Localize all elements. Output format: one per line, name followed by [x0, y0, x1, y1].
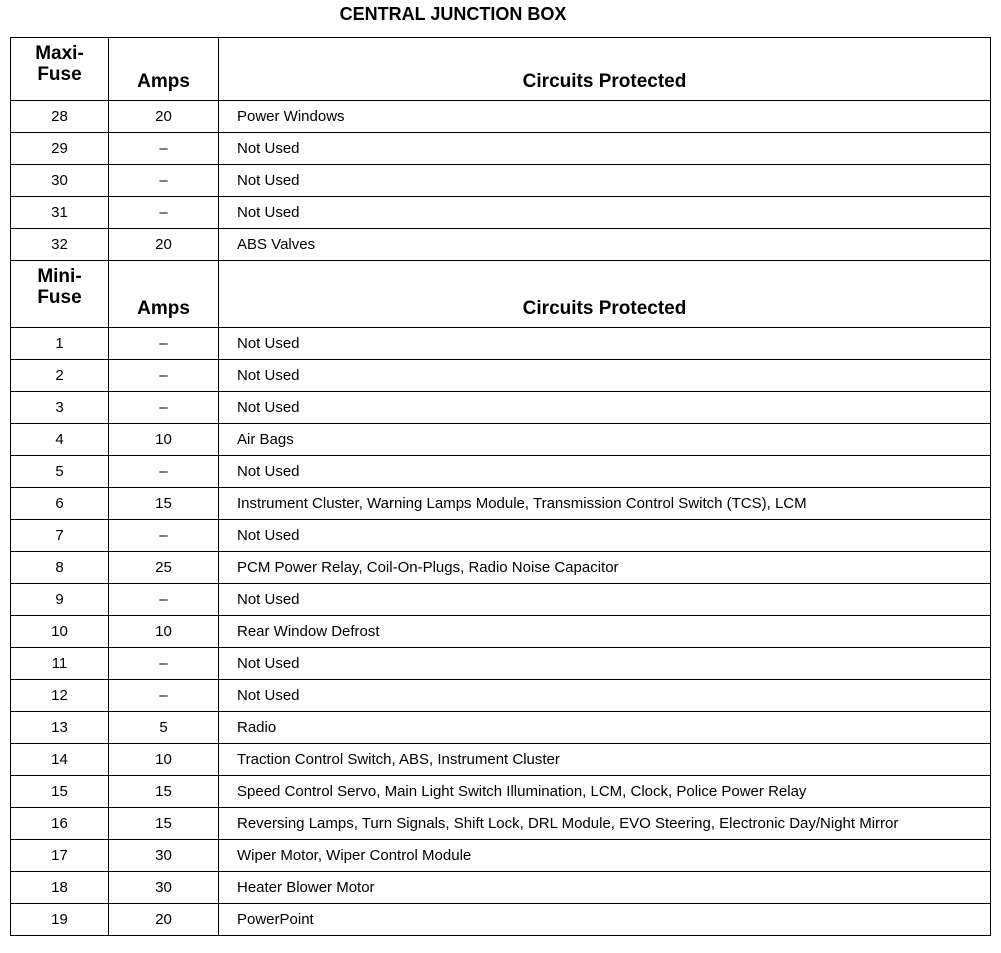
maxi-fuse-row: [11, 229, 991, 261]
maxi-fuse-number: 32: [11, 229, 109, 261]
mini-fuse-number: 5: [11, 456, 109, 488]
mini-fuse-number: 16: [11, 808, 109, 840]
maxi-fuse-column-header: [11, 38, 109, 101]
mini-fuse-number: 4: [11, 424, 109, 456]
mini-fuse-number: 18: [11, 872, 109, 904]
mini-fuse-row: [11, 872, 991, 904]
mini-fuse-row: [11, 776, 991, 808]
page-title: CENTRAL JUNCTION BOX: [339, 4, 567, 24]
maxi-amps-column-header: Amps: [109, 38, 219, 101]
mini-fuse-row: [11, 808, 991, 840]
mini-fuse-row: [11, 552, 991, 584]
maxi-fuse-circuits: Power Windows: [219, 101, 991, 133]
maxi-fuse-circuits: ABS Valves: [219, 229, 991, 261]
mini-fuse-circuits: Air Bags: [219, 424, 991, 456]
mini-fuse-circuits: Rear Window Defrost: [219, 616, 991, 648]
mini-fuse-amps: 5: [109, 712, 219, 744]
maxi-fuse-number: 31: [11, 197, 109, 229]
mini-fuse-row: [11, 680, 991, 712]
maxi-fuse-amps: 20: [109, 229, 219, 261]
fuse-table-body: [11, 38, 991, 936]
mini-fuse-circuits: Not Used: [219, 392, 991, 424]
mini-fuse-row: [11, 840, 991, 872]
mini-fuse-row: [11, 904, 991, 936]
maxi-fuse-header-line2: Fuse: [37, 64, 82, 85]
mini-fuse-amps: 20: [109, 904, 219, 936]
mini-fuse-header-row: [11, 261, 991, 328]
maxi-fuse-number: 30: [11, 165, 109, 197]
mini-fuse-circuits: Instrument Cluster, Warning Lamps Module, Transmission Control Switch (TCS), LCM: [219, 488, 991, 520]
maxi-fuse-row: [11, 165, 991, 197]
mini-fuse-row: [11, 520, 991, 552]
mini-fuse-amps: –: [109, 648, 219, 680]
mini-fuse-header-line2: Fuse: [37, 287, 82, 308]
mini-fuse-number: 2: [11, 360, 109, 392]
maxi-fuse-circuits: Not Used: [219, 133, 991, 165]
mini-fuse-row: [11, 456, 991, 488]
maxi-fuse-amps: 20: [109, 101, 219, 133]
mini-fuse-row: [11, 712, 991, 744]
mini-fuse-number: 8: [11, 552, 109, 584]
maxi-fuse-row: [11, 101, 991, 133]
mini-fuse-number: 17: [11, 840, 109, 872]
mini-fuse-number: 6: [11, 488, 109, 520]
mini-fuse-amps: –: [109, 456, 219, 488]
mini-fuse-circuits: Not Used: [219, 648, 991, 680]
mini-fuse-circuits: Radio: [219, 712, 991, 744]
mini-fuse-amps: 25: [109, 552, 219, 584]
mini-fuse-circuits: Reversing Lamps, Turn Signals, Shift Lock, DRL Module, EVO Steering, Electronic Day/Night Mirror: [219, 808, 991, 840]
mini-fuse-row: [11, 648, 991, 680]
mini-fuse-amps: 10: [109, 424, 219, 456]
maxi-circuits-column-header: Circuits Protected: [219, 38, 991, 101]
maxi-fuse-amps: –: [109, 133, 219, 165]
maxi-fuse-number: 28: [11, 101, 109, 133]
maxi-fuse-circuits: Not Used: [219, 197, 991, 229]
mini-fuse-number: 19: [11, 904, 109, 936]
maxi-fuse-circuits: Not Used: [219, 165, 991, 197]
maxi-fuse-number: 29: [11, 133, 109, 165]
mini-fuse-number: 14: [11, 744, 109, 776]
mini-fuse-amps: 15: [109, 808, 219, 840]
mini-fuse-circuits: Heater Blower Motor: [219, 872, 991, 904]
mini-fuse-number: 1: [11, 328, 109, 360]
mini-fuse-amps: 30: [109, 872, 219, 904]
maxi-fuse-row: [11, 197, 991, 229]
mini-fuse-row: [11, 424, 991, 456]
mini-fuse-number: 10: [11, 616, 109, 648]
maxi-fuse-row: [11, 133, 991, 165]
maxi-fuse-amps: –: [109, 165, 219, 197]
mini-fuse-row: [11, 744, 991, 776]
mini-fuse-amps: 15: [109, 488, 219, 520]
fuse-table: [10, 37, 991, 936]
mini-fuse-number: 15: [11, 776, 109, 808]
mini-circuits-column-header: Circuits Protected: [219, 261, 991, 328]
mini-fuse-circuits: Wiper Motor, Wiper Control Module: [219, 840, 991, 872]
mini-fuse-row: [11, 584, 991, 616]
mini-fuse-circuits: Not Used: [219, 360, 991, 392]
mini-fuse-number: 11: [11, 648, 109, 680]
mini-fuse-row: [11, 360, 991, 392]
mini-fuse-circuits: Not Used: [219, 680, 991, 712]
mini-fuse-circuits: Not Used: [219, 520, 991, 552]
mini-fuse-amps: –: [109, 680, 219, 712]
mini-fuse-circuits: Not Used: [219, 456, 991, 488]
mini-fuse-row: [11, 616, 991, 648]
mini-fuse-amps: 10: [109, 744, 219, 776]
maxi-fuse-header-line1: Maxi-: [35, 43, 84, 64]
mini-amps-column-header: Amps: [109, 261, 219, 328]
mini-fuse-amps: –: [109, 584, 219, 616]
mini-fuse-number: 7: [11, 520, 109, 552]
mini-fuse-row: [11, 488, 991, 520]
mini-fuse-amps: –: [109, 520, 219, 552]
mini-fuse-amps: 30: [109, 840, 219, 872]
mini-fuse-number: 13: [11, 712, 109, 744]
mini-fuse-row: [11, 328, 991, 360]
mini-fuse-column-header: [11, 261, 109, 328]
mini-fuse-number: 12: [11, 680, 109, 712]
mini-fuse-circuits: PowerPoint: [219, 904, 991, 936]
mini-fuse-amps: 15: [109, 776, 219, 808]
mini-fuse-header-line1: Mini-: [37, 266, 82, 287]
maxi-fuse-header-row: [11, 38, 991, 101]
mini-fuse-circuits: PCM Power Relay, Coil-On-Plugs, Radio Noise Capacitor: [219, 552, 991, 584]
mini-fuse-amps: –: [109, 392, 219, 424]
mini-fuse-row: [11, 392, 991, 424]
mini-fuse-number: 9: [11, 584, 109, 616]
mini-fuse-amps: –: [109, 360, 219, 392]
maxi-fuse-amps: –: [109, 197, 219, 229]
mini-fuse-circuits: Traction Control Switch, ABS, Instrument Cluster: [219, 744, 991, 776]
mini-fuse-number: 3: [11, 392, 109, 424]
mini-fuse-circuits: Not Used: [219, 328, 991, 360]
mini-fuse-amps: 10: [109, 616, 219, 648]
mini-fuse-circuits: Not Used: [219, 584, 991, 616]
mini-fuse-circuits: Speed Control Servo, Main Light Switch Illumination, LCM, Clock, Police Power Relay: [219, 776, 991, 808]
mini-fuse-amps: –: [109, 328, 219, 360]
